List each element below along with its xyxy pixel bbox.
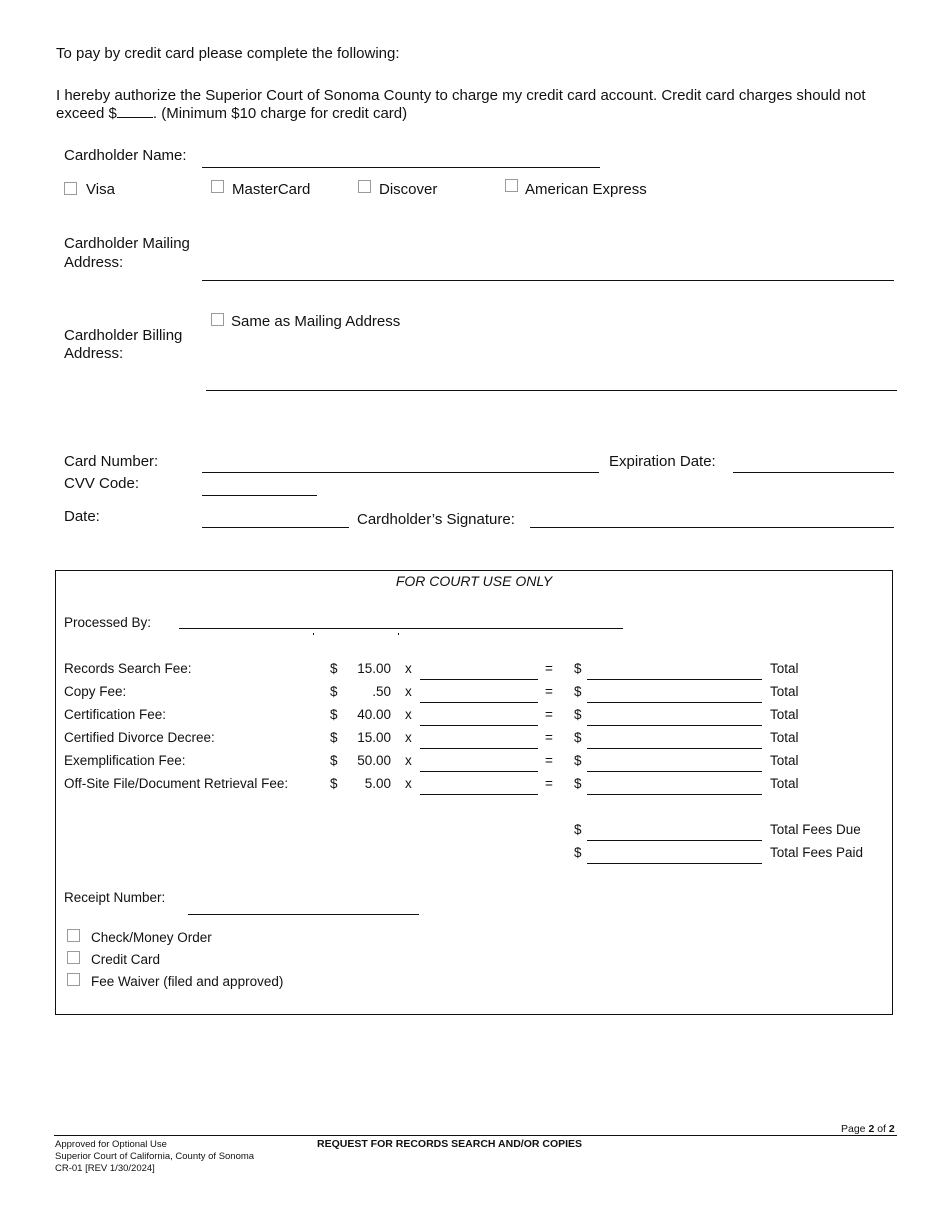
authorization-text (56, 87, 901, 123)
court-use-title: FOR COURT USE ONLY (395, 573, 553, 589)
fee-amount: 50.00 (357, 753, 391, 768)
card-number-label: Card Number: (64, 453, 159, 470)
fee-label: Certification Fee: (64, 707, 167, 722)
total-label: Total (770, 707, 799, 722)
page-total: 2 (888, 1123, 895, 1135)
equals-sign: = (545, 684, 553, 699)
credit-card-label: Credit Card (91, 952, 161, 967)
page-current: 2 (868, 1123, 875, 1135)
cvv-field[interactable] (202, 495, 317, 496)
max-charge-amount-field[interactable] (117, 105, 153, 118)
multiply-sign: x (405, 684, 412, 699)
receipt-number-field[interactable] (188, 914, 419, 915)
fee-waiver-checkbox[interactable] (67, 973, 80, 986)
total-field[interactable] (587, 725, 762, 726)
mastercard-label: MasterCard (232, 181, 311, 198)
expiration-date-label: Expiration Date: (609, 453, 716, 470)
page-number (841, 1123, 895, 1135)
signature-label: Cardholder’s Signature: (357, 511, 515, 528)
total-paid-currency: $ (574, 845, 582, 860)
fee-amount: 40.00 (357, 707, 391, 722)
fee-amount: 15.00 (357, 730, 391, 745)
mailing-address-label-line2: Address: (64, 254, 124, 271)
fee-label: Records Search Fee: (64, 661, 192, 676)
equals-sign: = (545, 707, 553, 722)
equals-sign: = (545, 730, 553, 745)
american-express-label: American Express (525, 181, 647, 198)
quantity-field[interactable] (420, 679, 538, 680)
fee-currency: $ (330, 707, 338, 722)
total-fees-paid-label: Total Fees Paid (770, 845, 864, 860)
total-currency: $ (574, 730, 582, 745)
billing-address-label-line1: Cardholder Billing (64, 327, 183, 344)
fee-currency: $ (330, 684, 338, 699)
visa-checkbox[interactable] (64, 182, 77, 195)
processed-by-label: Processed By: (64, 615, 152, 630)
equals-sign: = (545, 753, 553, 768)
footer-form-title: REQUEST FOR RECORDS SEARCH AND/OR COPIES (317, 1138, 583, 1150)
court-use-box (55, 570, 893, 1015)
same-as-mailing-checkbox[interactable] (211, 313, 224, 326)
multiply-sign: x (405, 661, 412, 676)
date-field[interactable] (202, 527, 349, 528)
equals-sign: = (545, 776, 553, 791)
footer-form-id: CR-01 [REV 1/30/2024] (55, 1163, 155, 1174)
card-number-field[interactable] (202, 472, 599, 473)
fee-label: Exemplification Fee: (64, 753, 186, 768)
total-field[interactable] (587, 748, 762, 749)
footer-rule (54, 1135, 897, 1136)
total-fees-due-field[interactable] (587, 840, 762, 841)
fee-label: Certified Divorce Decree: (64, 730, 215, 745)
total-label: Total (770, 684, 799, 699)
authorization-text-part1: I hereby authorize the Superior Court of Sonoma County to charge my credit card account. Credit card charges should not exceed $ (56, 87, 866, 122)
quantity-field[interactable] (420, 725, 538, 726)
total-field[interactable] (587, 679, 762, 680)
date-label: Date: (64, 508, 100, 525)
fee-amount: .50 (372, 684, 391, 699)
page-prefix: Page (841, 1123, 869, 1135)
visa-label: Visa (86, 181, 115, 198)
processed-by-field[interactable] (179, 628, 623, 629)
mailing-address-field[interactable] (202, 280, 894, 281)
quantity-field[interactable] (420, 702, 538, 703)
total-currency: $ (574, 684, 582, 699)
total-label: Total (770, 730, 799, 745)
multiply-sign: x (405, 776, 412, 791)
cardholder-name-label: Cardholder Name: (64, 147, 187, 164)
expiration-date-field[interactable] (733, 472, 894, 473)
total-field[interactable] (587, 794, 762, 795)
total-currency: $ (574, 776, 582, 791)
quantity-field[interactable] (420, 794, 538, 795)
processed-by-mark (313, 633, 314, 635)
check-money-order-checkbox[interactable] (67, 929, 80, 942)
credit-card-checkbox[interactable] (67, 951, 80, 964)
intro-heading: To pay by credit card please complete the following: (56, 45, 400, 62)
multiply-sign: x (405, 707, 412, 722)
total-fees-due-label: Total Fees Due (770, 822, 861, 837)
fee-label: Off-Site File/Document Retrieval Fee: (64, 776, 289, 791)
fee-amount: 5.00 (364, 776, 391, 791)
receipt-number-label: Receipt Number: (64, 890, 166, 905)
multiply-sign: x (405, 730, 412, 745)
check-money-order-label: Check/Money Order (91, 930, 212, 945)
page-of: of (874, 1123, 889, 1135)
fee-amount: 15.00 (357, 661, 391, 676)
discover-label: Discover (379, 181, 438, 198)
same-as-mailing-label: Same as Mailing Address (231, 313, 401, 330)
footer-approved: Approved for Optional Use (55, 1139, 167, 1150)
total-currency: $ (574, 707, 582, 722)
quantity-field[interactable] (420, 748, 538, 749)
billing-address-field[interactable] (206, 390, 897, 391)
fee-currency: $ (330, 730, 338, 745)
total-currency: $ (574, 753, 582, 768)
mastercard-checkbox[interactable] (211, 180, 224, 193)
american-express-checkbox[interactable] (505, 179, 518, 192)
quantity-field[interactable] (420, 771, 538, 772)
total-currency: $ (574, 661, 582, 676)
cvv-label: CVV Code: (64, 475, 140, 492)
fee-currency: $ (330, 661, 338, 676)
total-label: Total (770, 753, 799, 768)
equals-sign: = (545, 661, 553, 676)
fee-waiver-label: Fee Waiver (filed and approved) (91, 974, 284, 989)
fee-currency: $ (330, 753, 338, 768)
footer-court-name: Superior Court of California, County of Sonoma (55, 1151, 255, 1162)
total-label: Total (770, 661, 799, 676)
total-due-currency: $ (574, 822, 582, 837)
processed-by-mark (398, 633, 399, 635)
signature-field[interactable] (530, 527, 894, 528)
fee-label: Copy Fee: (64, 684, 127, 699)
total-field[interactable] (587, 771, 762, 772)
total-label: Total (770, 776, 799, 791)
total-fees-paid-field[interactable] (587, 863, 762, 864)
discover-checkbox[interactable] (358, 180, 371, 193)
total-field[interactable] (587, 702, 762, 703)
fee-currency: $ (330, 776, 338, 791)
billing-address-label-line2: Address: (64, 345, 124, 362)
cardholder-name-field[interactable] (202, 167, 600, 168)
mailing-address-label-line1: Cardholder Mailing (64, 235, 190, 252)
authorization-text-part2: . (Minimum $10 charge for credit card) (152, 105, 408, 122)
multiply-sign: x (405, 753, 412, 768)
